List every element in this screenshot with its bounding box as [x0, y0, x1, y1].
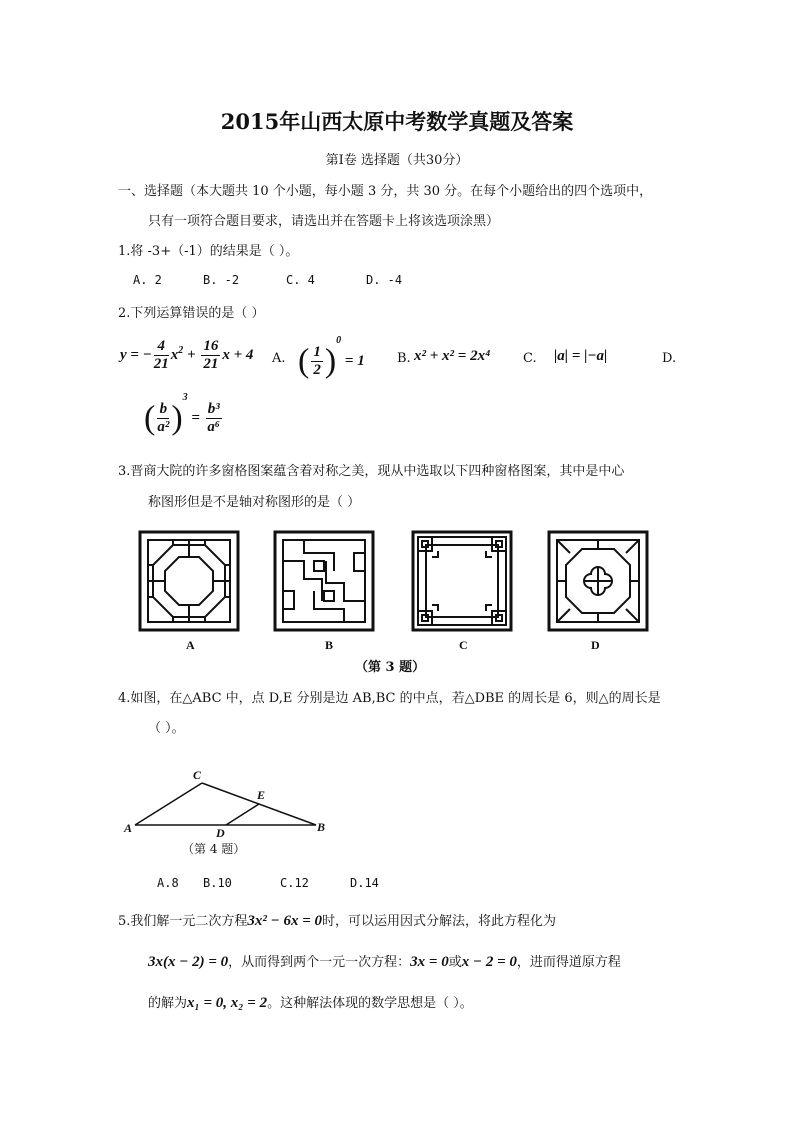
triangle-figure — [120, 765, 340, 845]
instructions-line-2: 只有一项符合题目要求，请选出并在答题卡上将该选项涂黑） — [148, 214, 500, 229]
q2-option-d: ( $\frac{b}{\text{a²}}$ )$^3$ = $\frac{\text{b³}}{\text{a⁶}}$ — [144, 392, 221, 437]
point-d-label: D — [216, 826, 225, 840]
q3-caption: （第 3 题） — [355, 660, 426, 675]
q4-caption: （第 4 题） — [182, 842, 246, 856]
q1-stem: 1.将 -3+（-1）的结果是（ ）。 — [118, 244, 299, 259]
q3-line-1: 3.晋商大院的许多窗格图案蕴含着对称之美，现从中选取以下四种窗格图案，其中是中心 — [118, 464, 625, 479]
q2-option-c-label: C. — [523, 351, 537, 366]
q4-option-a: A.8 — [157, 876, 179, 890]
q5-line-3: 的解为x₁ = 0, x₂ = 2。这种解法体现的数学思想是（ ）。 — [148, 995, 473, 1011]
q2-option-d-label: D. — [662, 351, 677, 366]
window-pattern-b — [273, 531, 375, 631]
q2-option-b: x² + x² = 2x⁴ — [414, 348, 491, 364]
q1-option-d: D. -4 — [366, 273, 403, 287]
figure-label-d: D — [591, 638, 600, 652]
point-a-label: A — [124, 821, 133, 835]
window-pattern-d — [547, 531, 649, 631]
point-c-label: C — [193, 768, 202, 782]
figure-label-a: A — [186, 638, 195, 652]
point-e-label: E — [257, 788, 266, 802]
q1-option-a: A. 2 — [133, 273, 162, 287]
q4-line-1: 4.如图，在△ABC 中，点 D,E 分别是边 AB,BC 的中点，若△DBE 的周长是 6，则△的周长是 — [118, 691, 661, 706]
point-b-label: B — [317, 820, 326, 834]
q4-line-2: （ ）。 — [148, 721, 185, 736]
figure-label-c: C — [459, 638, 468, 652]
q2-option-a-label: A. — [272, 351, 286, 366]
q2-option-a: ( $\frac{1}{2}$ )$^0$ = 1 — [298, 335, 365, 380]
q2-expression: y = − $\frac{4}{21}$ $x^2$ + $\frac{16}{21}$ x + 4 — [120, 338, 254, 372]
instructions-line-1: 一、选择题（本大题共 10 个小题，每小题 3 分，共 30 分。在每个小题给出的四个选项中， — [118, 184, 653, 199]
page-title: 2015年山西太原中考数学真题及答案 — [220, 109, 574, 134]
window-pattern-c — [411, 531, 513, 631]
q2-option-c: |a| = |−a| — [554, 348, 608, 364]
window-pattern-a — [138, 531, 240, 631]
q1-option-b: B. -2 — [203, 273, 240, 287]
q1-option-c: C. 4 — [286, 273, 315, 287]
q4-option-d: D.14 — [350, 876, 379, 890]
q5-line-1: 5.我们解一元二次方程3x² − 6x = 0时，可以运用因式分解法，将此方程化为 — [118, 913, 557, 929]
q4-option-b: B.10 — [203, 876, 232, 890]
section-header: 第Ⅰ卷 选择题（共30分） — [325, 153, 469, 168]
q2-option-b-label: B. — [397, 351, 411, 366]
figure-label-b: B — [325, 638, 334, 652]
q4-option-c: C.12 — [280, 876, 309, 890]
q2-stem: 2.下列运算错误的是（ ） — [118, 306, 265, 321]
q3-line-2: 称图形但是不是轴对称图形的是（ ） — [148, 495, 361, 510]
q5-line-2: 3x(x − 2) = 0，从而得到两个一元一次方程：3x = 0或x − 2 = 0，进而得道原方程 — [148, 954, 621, 970]
